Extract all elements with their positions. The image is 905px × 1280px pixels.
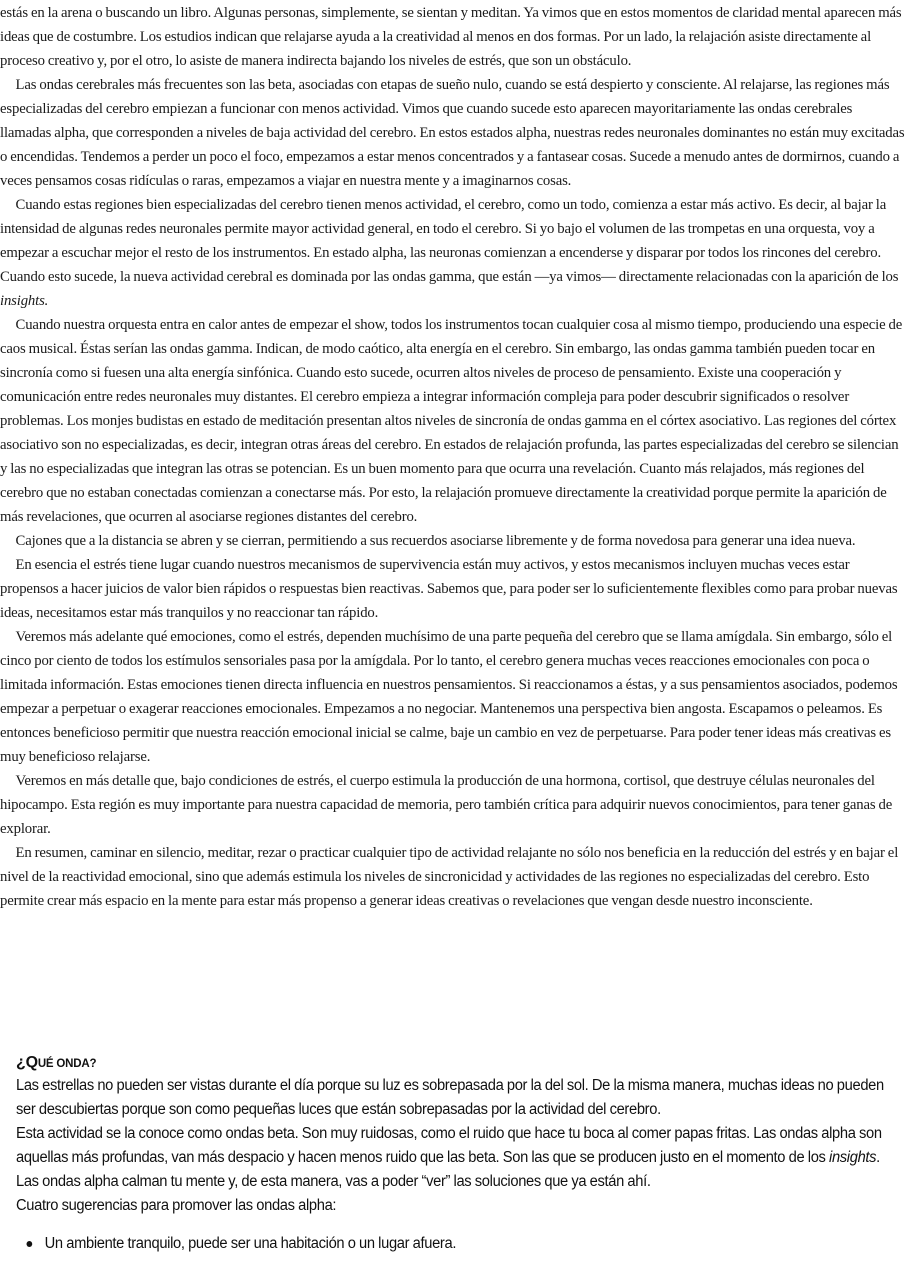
paragraph: En esencia el estrés tiene lugar cuando nuestros mecanismos de supervivencia están muy activos, y estos mecanismos incluyen muchas veces estar propensos a hacer juicios de valor bien rápidos o respuestas bien reactivas. Sabemos que, para poder ser lo suficientemente flexibles como para probar nuevas ideas, necesitamos estar más tranquilos y no reaccionar tan rápido. (0, 556, 898, 621)
paragraph: Veremos en más detalle que, bajo condiciones de estrés, el cuerpo estimula la producción de una hormona, cortisol, que destruye células neuronales del hipocampo. Esta región es muy importante para nuestra capacidad de memoria, pero también crítica para adquirir nuevos conocimientos, para tener ganas de explorar. (0, 772, 893, 837)
box-body (16, 1074, 904, 1256)
list-item (45, 1232, 904, 1256)
heading-capital: Q (25, 1054, 38, 1071)
heading-open-mark: ¿ (16, 1054, 26, 1071)
box-paragraph: Las ondas alpha calman tu mente y, de esta manera, vas a poder “ver” las soluciones que ya están ahí. (16, 1173, 651, 1190)
heading-smallcaps: UÉ ONDA? (37, 1058, 97, 1070)
article-body (0, 1, 905, 913)
paragraph: estás en la arena o buscando un libro. Algunas personas, simplemente, se sientan y meditan. Ya vimos que en estos momentos de claridad mental aparecen más ideas que de costumbre. Los estudios indican que relajarse ayuda a la creatividad al menos en dos formas. Por un lado, la relajación asiste directamente al proceso creativo y, por el otro, lo asiste de manera indirecta bajando los niveles de estrés, que son un obstáculo. (0, 4, 902, 69)
paragraph: Las ondas cerebrales más frecuentes son las beta, asociadas con etapas de sueño nulo, cuando se está despierto y consciente. Al relajarse, las regiones más especializadas del cerebro empiezan a funcionar con menos actividad. Vimos que cuando sucede esto aparecen mayoritariamente las ondas cerebrales llamadas alpha, que corresponden a niveles de baja actividad del cerebro. En estos estados alpha, nuestras redes neuronales dominantes no están muy excitadas o encendidas. Tendemos a perder un poco el foco, empezamos a estar menos concentrados y a fantasear cosas. Sucede a menudo antes de dormirnos, cuando a veces pensamos cosas ridículas o raras, empezamos a viajar en nuestra mente y a imaginarnos cosas. (0, 76, 905, 189)
paragraph: En resumen, caminar en silencio, meditar, rezar o practicar cualquier tipo de actividad relajante no sólo nos beneficia en la reducción del estrés y en bajar el nivel de la reactividad emocional, sino que además estimula los niveles de sincronicidad y actividades de las regiones no especializadas del cerebro. Esto permite crear más espacio en la mente para estar más propenso a generar ideas creativas o revelaciones que vengan desde nuestro inconsciente. (0, 844, 899, 909)
paragraph (0, 193, 905, 313)
bullet-icon (27, 1241, 33, 1247)
italic-term: insights. (0, 292, 49, 309)
paragraph: Cajones que a la distancia se abren y se cierran, permitiendo a sus recuerdos asociarse libremente y de forma novedosa para generar una idea nueva. (15, 532, 856, 549)
que-onda-box (16, 1052, 905, 1256)
paragraph: Cuando nuestra orquesta entra en calor antes de empezar el show, todos los instrumentos tocan cualquier cosa al mismo tiempo, produciendo una especie de caos musical. Éstas serían las ondas gamma. Indican, de modo caótico, alta energía en el cerebro. Sin embargo, las ondas gamma también pueden tocar en sincronía como si fuesen una alta energía sinfónica. Cuando esto sucede, ocurren altos niveles de proceso de pensamiento. Existe una cooperación y comunicación entre redes neuronales muy distantes. El cerebro empieza a integrar información compleja para poder descubrir significados o resolver problemas. Los monjes budistas en estado de meditación presentan altos niveles de sincronía de ondas gamma en el córtex asociativo. Las regiones del córtex asociativo son no especializadas, es decir, integran otras áreas del cerebro. En estados de relajación profunda, las partes especializadas del cerebro se silencian y las no especializadas que integran las otras se potencian. Es un buen momento para que ocurra una revelación. Cuanto más relajados, más regiones del cerebro que no estaban conectadas comienzan a conectarse más. Por esto, la relajación promueve directamente la creatividad porque permite la aparición de más revelaciones, que ocurren al asociarse regiones distantes del cerebro. (0, 316, 903, 525)
box-paragraph (16, 1122, 904, 1170)
box-paragraph: Cuatro sugerencias para promover las ondas alpha: (16, 1197, 337, 1214)
tips-list (16, 1232, 904, 1256)
box-paragraph-tail: . (876, 1149, 880, 1166)
box-paragraph-text: Esta actividad se la conoce como ondas beta. Son muy ruidosas, como el ruido que hace tu boca al comer papas fritas. Las ondas alpha son aquellas más profundas, van más despacio y hacen menos ruido que las beta. Son las que se producen justo en el momento de los (16, 1125, 882, 1166)
italic-term: insights (829, 1149, 877, 1166)
box-paragraph: Las estrellas no pueden ser vistas durante el día porque su luz es sobrepasada por la del sol. De la misma manera, muchas ideas no pueden ser descubiertas porque son como pequeñas luces que están sobrepasadas por la actividad del cerebro. (16, 1077, 884, 1118)
paragraph-text: Cuando estas regiones bien especializadas del cerebro tienen menos actividad, el cerebro, como un todo, comienza a estar más activo. Es decir, al bajar la intensidad de algunas redes neuronales permite mayor actividad general, en todo el cerebro. Si yo bajo el volumen de las trompetas en una orquesta, voy a empezar a escuchar mejor el resto de los instrumentos. En estado alpha, las neuronas comienzan a encenderse y disparar por todos los rincones del cerebro. Cuando esto sucede, la nueva actividad cerebral es dominada por las ondas gamma, que están —ya vimos— directamente relacionadas con la aparición de los (0, 196, 899, 285)
list-item-text: Un ambiente tranquilo, puede ser una habitación o un lugar afuera. (44, 1235, 457, 1252)
box-heading (16, 1052, 905, 1074)
paragraph: Veremos más adelante qué emociones, como el estrés, dependen muchísimo de una parte pequeña del cerebro que se llama amígdala. Sin embargo, sólo el cinco por ciento de todos los estímulos sensoriales pasa por la amígdala. Por lo tanto, el cerebro genera muchas veces reacciones emocionales con poca o limitada información. Estas emociones tienen directa influencia en nuestros pensamientos. Si reaccionamos a éstas, y a sus pensamientos asociados, podemos empezar a perpetuar o exagerar reacciones emocionales. Empezamos a no negociar. Mantenemos una perspectiva bien angosta. Escapamos o peleamos. Es entonces beneficioso permitir que nuestra reacción emocional inicial se calme, baje un cambio en vez de perpetuarse. Para poder tener ideas más creativas es muy beneficioso relajarse. (0, 628, 898, 765)
